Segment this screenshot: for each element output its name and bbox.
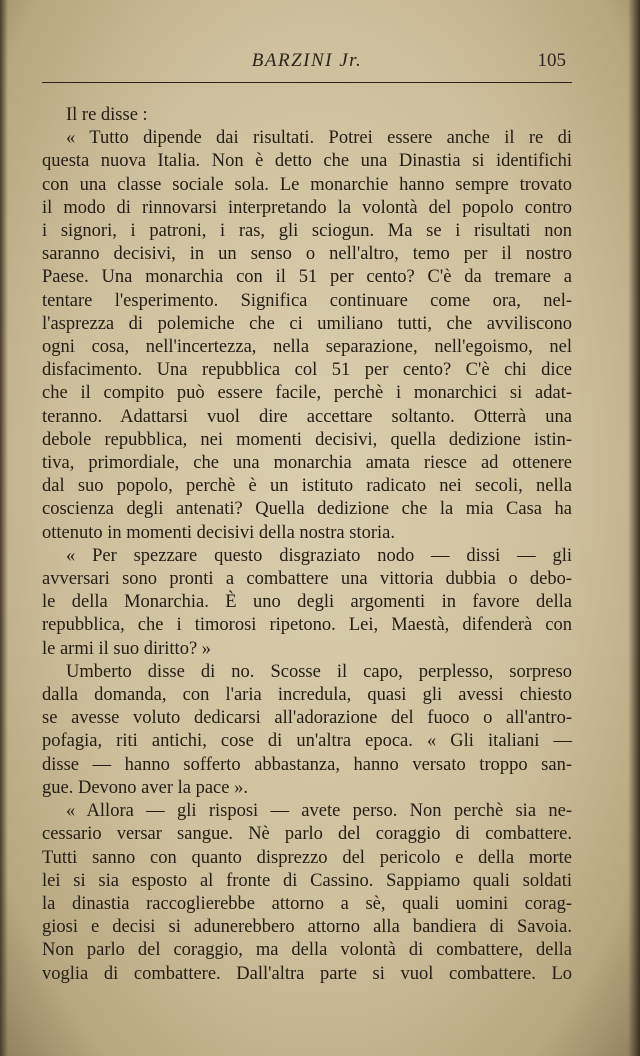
text-line: debole repubblica, nei momenti decisivi, quella dedizione istin-: [42, 429, 572, 450]
text-line: saranno decisivi, in un senso o nell'altro, temo per il nostro: [42, 244, 572, 265]
text-line: repubblica, che i timorosi ripetono. Lei, Maestà, difenderà con: [42, 615, 572, 636]
page-number: 105: [537, 50, 566, 71]
text-line: teranno. Adattarsi vuol dire accettare soltanto. Otterrà una: [42, 406, 572, 427]
text-line: lei si sia esposto al fronte di Cassino. Sappiamo quali soldati: [42, 870, 572, 891]
text-line: ottenuto in momenti decisivi della nostra storia.: [42, 522, 395, 543]
text-line: la dinastia raccoglierebbe attorno a sè, quali uomini corag-: [42, 893, 572, 914]
text-line: dalla domanda, con l'aria incredula, quasi gli avessi chiesto: [42, 685, 572, 706]
text-line: il modo di rinnovarsi interpretando la volontà del popolo contro: [42, 197, 572, 218]
text-line: l'asprezza di polemiche che ci umiliano tutti, che avviliscono: [42, 313, 572, 334]
text-line: pofagia, riti antichi, cose di un'altra epoca. « Gli italiani —: [42, 731, 572, 752]
text-line: tentare l'esperimento. Significa continuare come ora, nel-: [42, 290, 572, 311]
paragraph: [42, 104, 572, 127]
text-line: le armi il suo diritto? »: [42, 638, 212, 659]
page-edge-shadow-right: [628, 0, 640, 1056]
text-line: tiva, primordiale, che una monarchia amata riesce ad ottenere: [42, 453, 572, 474]
text-line: giosi e decisi si adunerebbero attorno alla bandiera di Savoia.: [42, 917, 572, 938]
text-line: « Allora — gli risposi — avete perso. Non perchè sia ne-: [66, 801, 572, 822]
text-line: gue. Devono aver la pace ».: [42, 777, 248, 798]
paragraph: [42, 800, 572, 986]
text-line: « Tutto dipende dai risultati. Potrei essere anche il re di: [66, 128, 572, 149]
text-line: avversari sono pronti a combattere una vittoria dubbia o debo-: [42, 569, 572, 590]
text-line: le della Monarchia. È uno degli argomenti in favore della: [42, 592, 572, 613]
text-line: coscienza degli antenati? Quella dedizione che la mia Casa ha: [42, 499, 572, 520]
text-line: questa nuova Italia. Non è detto che una Dinastia si identifichi: [42, 151, 572, 172]
text-line: i signori, i patroni, i ras, gli sciogun. Ma se i risultati non: [42, 221, 572, 242]
text-line: voglia di combattere. Dall'altra parte si vuol combattere. Lo: [42, 963, 572, 984]
text-line: con una classe sociale sola. Le monarchie hanno sempre trovato: [42, 174, 572, 195]
page-header: [42, 46, 572, 83]
text-line: cessario versar sangue. Nè parlo del coraggio di combattere.: [42, 824, 572, 845]
paragraph: [42, 545, 572, 661]
running-title: BARZINI Jr.: [251, 50, 363, 71]
page-body-text: [42, 104, 572, 986]
text-line: dal suo popolo, perchè è un istituto radicato nei secoli, nella: [42, 476, 572, 497]
text-line: Il re disse :: [66, 105, 148, 125]
text-line: Non parlo del coraggio, ma della volontà di combattere, della: [42, 940, 572, 961]
text-line: disfacimento. Una repubblica col 51 per cento? C'è chi dice: [42, 360, 572, 381]
page-edge-shadow-left: [0, 0, 8, 1056]
text-line: Paese. Una monarchia con il 51 per cento? C'è da tremare a: [42, 267, 572, 288]
text-line: « Per spezzare questo disgraziato nodo — dissi — gli: [66, 545, 572, 566]
text-line: Umberto disse di no. Scosse il capo, perplesso, sorpreso: [66, 661, 572, 682]
text-line: se avesse voluto dedicarsi all'adorazione del fuoco o all'antro-: [42, 708, 572, 729]
text-line: Tutti sanno con quanto disprezzo del pericolo e della morte: [42, 847, 572, 868]
text-line: disse — hanno sofferto abbastanza, hanno versato troppo san-: [42, 754, 572, 775]
text-line: che il compito può essere facile, perchè i monarchici si adat-: [42, 383, 572, 404]
text-line: ogni cosa, nell'incertezza, nella separazione, nell'egoismo, nel: [42, 337, 572, 358]
paragraph: [42, 127, 572, 545]
paragraph: [42, 661, 572, 800]
